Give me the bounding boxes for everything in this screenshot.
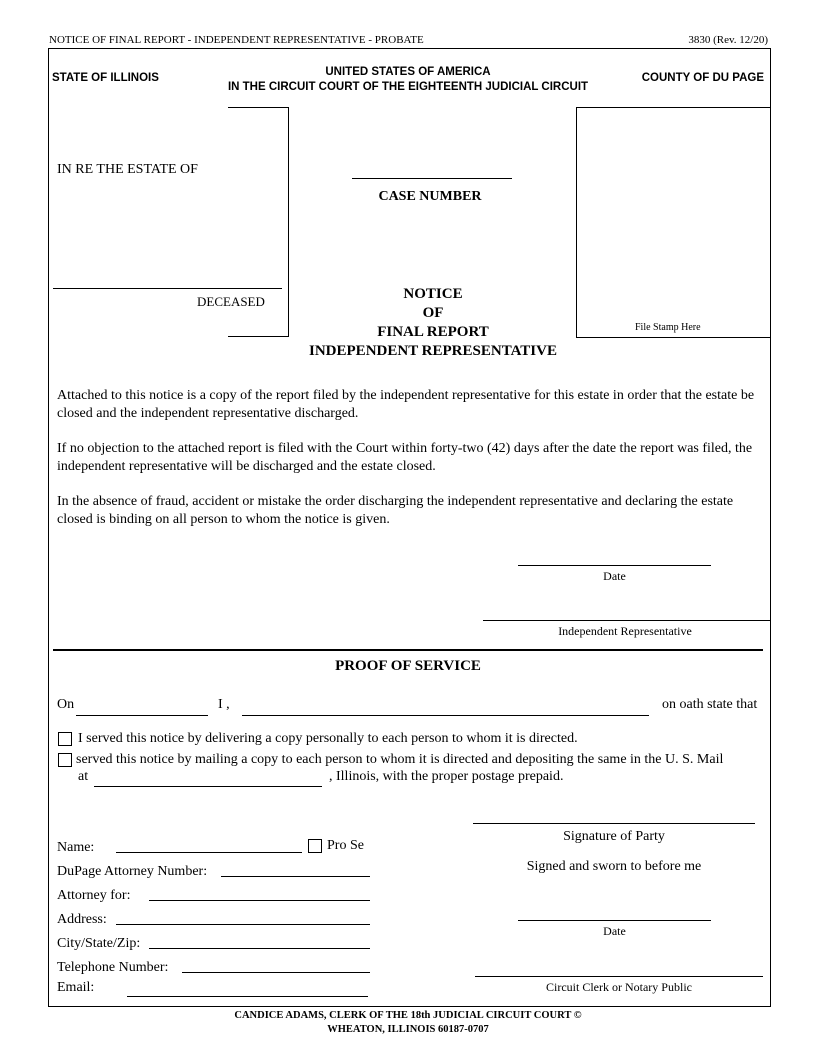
file-stamp-box — [576, 107, 770, 338]
circuit-label: IN THE CIRCUIT COURT OF THE EIGHTEENTH JUDICIAL CIRCUIT — [227, 81, 589, 93]
city-line[interactable] — [149, 948, 370, 949]
footer-clerk: CANDICE ADAMS, CLERK OF THE 18th JUDICIAL CIRCUIT COURT © — [234, 1010, 582, 1021]
personal-service-checkbox[interactable] — [58, 732, 72, 746]
title-of: OF — [422, 305, 444, 321]
mail-service-text: served this notice by mailing a copy to each person to whom it is directed and depositing the same in the U. S. Mail — [76, 752, 724, 767]
clerk-signature-line[interactable] — [475, 976, 763, 977]
case-number-label: CASE NUMBER — [378, 189, 482, 204]
service-date-line[interactable] — [76, 715, 208, 716]
proof-oath-label: on oath state that — [662, 697, 758, 712]
mail-location-line[interactable] — [94, 786, 322, 787]
city-label: City/State/Zip: — [57, 936, 141, 951]
attorney-for-line[interactable] — [149, 900, 370, 901]
party-signature-label: Signature of Party — [563, 829, 665, 844]
nation-label: UNITED STATES OF AMERICA — [325, 66, 491, 78]
personal-service-text: I served this notice by delivering a copy personally to each person to whom it is directed. — [78, 731, 578, 746]
caption-bracket-top — [228, 107, 289, 108]
representative-signature-label: Independent Representative — [558, 624, 692, 638]
paragraph-1: Attached to this notice is a copy of the report filed by the independent representative for this estate in order that the estate be closed and the independent representative discharged. — [57, 388, 755, 421]
title-independent-representative: INDEPENDENT REPRESENTATIVE — [309, 343, 557, 359]
attorney-for-label: Attorney for: — [57, 888, 131, 903]
name-label: Name: — [57, 840, 95, 855]
notice-date-line[interactable] — [518, 565, 711, 566]
telephone-line[interactable] — [182, 972, 370, 973]
mail-at-label: at — [78, 769, 89, 784]
deceased-label: DECEASED — [197, 294, 265, 309]
caption-bracket-bottom — [228, 336, 289, 337]
dupage-number-label: DuPage Attorney Number: — [57, 864, 208, 879]
address-line[interactable] — [116, 924, 370, 925]
paragraph-2: If no objection to the attached report is filed with the Court within forty-two (42) days after the date the report was filed, the independent representative will be discharged and the estate closed. — [57, 441, 753, 474]
sworn-date-label: Date — [603, 924, 626, 938]
notice-date-label: Date — [603, 569, 626, 583]
dupage-number-line[interactable] — [221, 876, 370, 877]
email-line[interactable] — [127, 996, 368, 997]
form-number: 3830 (Rev. 12/20) — [688, 34, 768, 46]
form-title: NOTICE OF FINAL REPORT - INDEPENDENT REPRESENTATIVE - PROBATE — [49, 34, 424, 46]
clerk-label: Circuit Clerk or Notary Public — [546, 980, 692, 994]
party-signature-line[interactable] — [473, 823, 755, 824]
name-line[interactable] — [116, 852, 302, 853]
title-final-report: FINAL REPORT — [377, 324, 489, 340]
proof-i-label: I , — [218, 697, 230, 712]
sworn-label: Signed and sworn to before me — [526, 859, 702, 874]
paragraph-3: In the absence of fraud, accident or mistake the order discharging the independent representative and declaring the estate closed is binding on all person to whom the notice is given. — [57, 494, 734, 527]
state-label: STATE OF ILLINOIS — [52, 72, 159, 84]
pro-se-label: Pro Se — [327, 838, 364, 853]
case-number-line[interactable] — [352, 178, 512, 179]
estate-name-line[interactable] — [53, 288, 282, 289]
mail-service-checkbox[interactable] — [58, 753, 72, 767]
proof-on-label: On — [57, 697, 75, 712]
email-label: Email: — [57, 980, 95, 995]
pro-se-checkbox[interactable] — [308, 839, 322, 853]
caption-bracket-side — [288, 107, 289, 337]
server-name-line[interactable] — [242, 715, 649, 716]
sworn-date-line[interactable] — [518, 920, 711, 921]
mail-illinois-text: , Illinois, with the proper postage prepaid. — [329, 769, 564, 784]
footer-address: WHEATON, ILLINOIS 60187-0707 — [327, 1024, 489, 1035]
in-re-label: IN RE THE ESTATE OF — [57, 162, 198, 177]
proof-heading: PROOF OF SERVICE — [335, 658, 481, 674]
address-label: Address: — [57, 912, 107, 927]
proof-separator — [53, 649, 763, 651]
telephone-label: Telephone Number: — [57, 960, 169, 975]
title-notice: NOTICE — [403, 286, 463, 302]
file-stamp-label: File Stamp Here — [635, 322, 701, 333]
county-label: COUNTY OF DU PAGE — [641, 72, 764, 84]
representative-signature-line[interactable] — [483, 620, 771, 621]
